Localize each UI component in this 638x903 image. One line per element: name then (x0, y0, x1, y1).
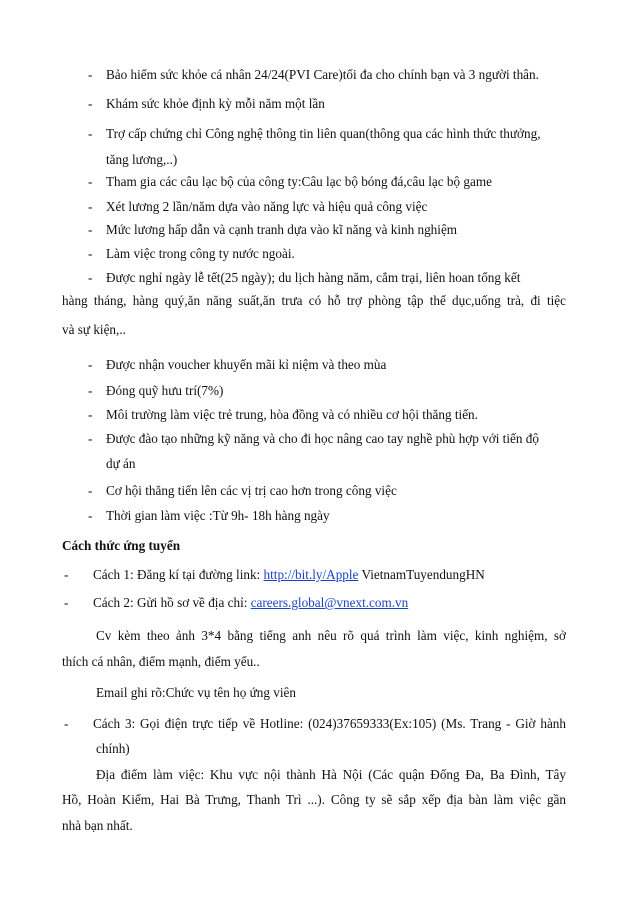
benefit-item: Được nhận voucher khuyến mãi kỉ niệm và theo mùa (106, 357, 387, 372)
bullet-dash: - (64, 567, 69, 582)
bullet-dash: - (88, 383, 93, 398)
benefit-item: Trợ cấp chứng chỉ Công nghệ thông tin liên quan(thông qua các hình thức thưởng, (106, 126, 541, 141)
method-1-suffix: VietnamTuyendungHN (358, 567, 485, 582)
bullet-dash: - (88, 483, 93, 498)
benefit-item-continued: dự án (106, 456, 136, 471)
benefit-item: Bảo hiểm sức khỏe cá nhân 24/24(PVI Care)tối đa cho chính bạn và 3 người thân. (106, 67, 539, 82)
bullet-dash: - (88, 174, 93, 189)
benefit-item: Xét lương 2 lần/năm dựa vào năng lực và hiệu quả công việc (106, 199, 428, 214)
bullet-dash: - (88, 357, 93, 372)
location-line: Hồ, Hoàn Kiếm, Hai Bà Trưng, Thanh Trì ...). Công ty sẽ sắp xếp địa bàn làm việc gần (62, 792, 566, 807)
bullet-dash: - (88, 270, 93, 285)
cv-paragraph-line: Cv kèm theo ảnh 3*4 bằng tiếng anh nêu rõ quá trình làm việc, kinh nghiệm, sở (96, 628, 566, 643)
benefit-item: Làm việc trong công ty nước ngoài. (106, 246, 295, 261)
benefit-item: Cơ hội thăng tiến lên các vị trị cao hơn trong công việc (106, 483, 397, 498)
email-note: Email ghi rõ:Chức vụ tên họ ứng viên (96, 685, 296, 700)
bullet-dash: - (88, 508, 93, 523)
bullet-dash: - (88, 96, 93, 111)
benefit-item: Đóng quỹ hưu trí(7%) (106, 383, 224, 398)
email-link[interactable]: careers.global@vnext.com.vn (250, 595, 409, 610)
benefit-item-continued: tăng lương,..) (106, 152, 178, 167)
benefit-wrap-line: hàng tháng, hàng quý,ăn năng suất,ăn trưa có hỗ trợ phòng tập thể dục,uống trà, đi tiệc (62, 293, 566, 308)
benefit-wrap-line: và sự kiện,.. (62, 322, 126, 337)
benefit-item: Thời gian làm việc :Từ 9h- 18h hàng ngày (106, 508, 330, 523)
bullet-dash: - (88, 431, 93, 446)
bullet-dash: - (88, 199, 93, 214)
bullet-dash: - (88, 67, 93, 82)
benefit-item: Mức lương hấp dẫn và cạnh tranh dựa vào kĩ năng và kinh nghiệm (106, 222, 458, 237)
method-3-line: chính) (96, 741, 130, 756)
apply-link[interactable]: http://bit.ly/Apple (263, 567, 359, 582)
bullet-dash: - (88, 407, 93, 422)
section-title: Cách thức ứng tuyển (62, 538, 181, 553)
method-1-text: Cách 1: Đăng kí tại đường link: (93, 567, 264, 582)
bullet-dash: - (88, 246, 93, 261)
bullet-dash: - (88, 222, 93, 237)
location-line: Địa điểm làm việc: Khu vực nội thành Hà Nội (Các quận Đống Đa, Ba Đình, Tây (96, 767, 566, 782)
method-1 (93, 567, 485, 583)
method-3-line: Cách 3: Gọi điện trực tiếp về Hotline: (024)37659333(Ex:105) (Ms. Trang - Giờ hành (93, 716, 566, 731)
benefit-item: Được nghỉ ngày lễ tết(25 ngày); du lịch hàng năm, cắm trại, liên hoan tổng kết (106, 270, 521, 285)
location-line: nhà bạn nhất. (62, 818, 133, 833)
method-2-text: Cách 2: Gửi hồ sơ về địa chỉ: (93, 595, 251, 610)
bullet-dash: - (88, 126, 93, 141)
method-2 (93, 595, 408, 611)
benefit-item: Môi trường làm việc trẻ trung, hòa đồng và có nhiều cơ hội thăng tiến. (106, 407, 478, 422)
bullet-dash: - (64, 716, 69, 731)
benefit-item: Được đào tạo những kỹ năng và cho đi học nâng cao tay nghề phù hợp với tiến độ (106, 431, 539, 446)
bullet-dash: - (64, 595, 69, 610)
benefit-item: Khám sức khỏe định kỳ mỗi năm một lần (106, 96, 325, 111)
benefit-item: Tham gia các câu lạc bộ của công ty:Câu lạc bộ bóng đá,câu lạc bộ game (106, 174, 492, 189)
cv-paragraph-line: thích cá nhân, điểm mạnh, điểm yếu.. (62, 654, 260, 669)
